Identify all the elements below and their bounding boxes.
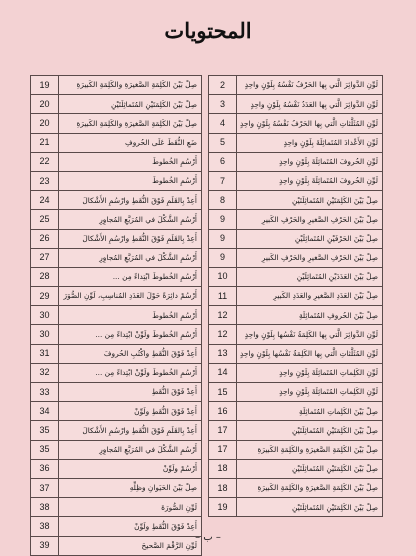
toc-row xyxy=(31,76,202,95)
toc-entry-text: أَرْسُمِ الخُطوطَ ولَوِّنْ ابْتِداءً مِن ... xyxy=(59,325,202,344)
toc-row xyxy=(209,76,383,95)
toc-entry-text: لَوِّنِ الأَعْدادَ المُتَماثِلَةَ بِلَوْنٍ واحِدٍ xyxy=(237,133,383,152)
toc-row xyxy=(31,440,202,459)
toc-entry-page: 28 xyxy=(31,267,59,286)
toc-row xyxy=(31,306,202,325)
toc-entry-text: صِلْ بَيْنَ الحَرْفِ الصَّغيرِ والحَرْفِ الكَبيرِ xyxy=(237,248,383,267)
toc-row xyxy=(31,191,202,210)
toc-entry-page: 38 xyxy=(31,498,59,517)
toc-row xyxy=(31,171,202,190)
toc-entry-text: صِلْ بَيْنَ الحُروفِ المُتَماثِلَةِ xyxy=(237,306,383,325)
toc-row xyxy=(209,287,383,306)
toc-entry-text: أَعِدْ بِالقَلَمِ فَوْقَ النُّقَطِ وارْسُمِ الأَشْكالَ xyxy=(59,229,202,248)
toc-entry-text: ضَعِ النُّقَطَ عَلَى الحُروفِ xyxy=(59,133,202,152)
toc-entry-page: 30 xyxy=(31,306,59,325)
toc-row xyxy=(209,498,383,517)
toc-entry-text: صِلْ بَيْنَ الحَرْفِ الصَّغيرِ والحَرْفِ الكَبيرِ xyxy=(237,210,383,229)
toc-entry-page: 35 xyxy=(31,440,59,459)
toc-entry-page: 5 xyxy=(209,133,237,152)
toc-row xyxy=(31,421,202,440)
toc-entry-text: أَرْسُمِ الخُطوطَ ولَوِّنْ ابْتِداءً مِن ... xyxy=(59,363,202,382)
toc-entry-page: 22 xyxy=(31,152,59,171)
toc-entry-text: صِلْ بَيْنَ الحَيَوانِ وظِلِّهِ xyxy=(59,478,202,497)
toc-entry-text: لَوِّنِ الكَلِماتِ المُتَماثِلَةَ بِلَوْنٍ واحِدٍ xyxy=(237,363,383,382)
toc-row xyxy=(31,325,202,344)
toc-row xyxy=(31,287,202,306)
toc-row xyxy=(31,267,202,286)
toc-row xyxy=(209,363,383,382)
toc-row xyxy=(209,478,383,497)
toc-row xyxy=(31,95,202,114)
toc-entry-page: 38 xyxy=(31,517,59,536)
toc-entry-text: لَوِّنِ الدَّوائِرَ الَّتي بِها الكَلِمَةُ نَفْسُها بِلَوْنٍ واحِدٍ xyxy=(237,325,383,344)
toc-row xyxy=(209,459,383,478)
toc-entry-text: لَوِّنِ الرَّقْمَ الصَّحيحَ xyxy=(59,536,202,555)
toc-entry-page: 12 xyxy=(209,306,237,325)
toc-entry-text: لَوِّنِ الحُروفَ المُتَماثِلَةَ بِلَوْنٍ واحِدٍ xyxy=(237,152,383,171)
toc-row xyxy=(209,306,383,325)
toc-row xyxy=(209,383,383,402)
toc-row xyxy=(31,363,202,382)
toc-entry-text: أَرْسُمِ الشَّكْلَ في المُرَبَّعِ المُجاوِرِ xyxy=(59,210,202,229)
toc-row xyxy=(209,267,383,286)
toc-entry-page: 12 xyxy=(209,325,237,344)
toc-entry-page: 8 xyxy=(209,191,237,210)
toc-entry-text: لَوِّنِ المُثَلَّثاتِ الَّتي بِها الكَلِمَةُ نَفْسُها بِلَوْنٍ واحِدٍ xyxy=(237,344,383,363)
toc-entry-page: 10 xyxy=(209,267,237,286)
toc-entry-page: 11 xyxy=(209,287,237,306)
toc-entry-text: أَعِدْ فَوْقَ النُّقَطِ xyxy=(59,383,202,402)
toc-entry-text: أَرْسُمْ ولَوِّنْ xyxy=(59,459,202,478)
toc-entry-text: أَرْسُمِ الخُطوطَ xyxy=(59,171,202,190)
toc-entry-page: 19 xyxy=(31,76,59,95)
toc-row xyxy=(209,325,383,344)
toc-entry-text: صِلْ بَيْنَ الكَلِمَةِ الصَّغيرَةِ والكَلِمَةِ الكَبيرَةِ xyxy=(237,478,383,497)
toc-entry-text: أَعِدْ بِالقَلَمِ فَوْقَ النُّقَطِ وارْسُمِ الأَشْكالَ xyxy=(59,191,202,210)
toc-entry-text: لَوِّنِ الدَّوائِرَ الَّتي بِها الحَرْفُ نَفْسُهُ بِلَوْنٍ واحِدٍ xyxy=(237,76,383,95)
toc-entry-page: 18 xyxy=(209,459,237,478)
toc-row xyxy=(209,210,383,229)
toc-entry-text: صِلْ بَيْنَ الكَلِمَتَيْنِ المُتَماثِلَتَيْنِ xyxy=(237,191,383,210)
toc-entry-text: لَوِّنِ الصُّورَةَ xyxy=(59,498,202,517)
toc-row xyxy=(31,210,202,229)
toc-entry-page: 27 xyxy=(31,248,59,267)
toc-row xyxy=(209,152,383,171)
toc-entry-text: لَوِّنِ المُثَلَّثاتِ الَّتي بِها الحَرْفُ نَفْسُهُ بِلَوْنٍ واحِدٍ xyxy=(237,114,383,133)
toc-entry-text: أَرْسُمِ الخُطوطَ ابْتِداءً مِن ... xyxy=(59,267,202,286)
toc-entry-page: 20 xyxy=(31,95,59,114)
toc-entry-page: 17 xyxy=(209,421,237,440)
toc-entry-page: 9 xyxy=(209,248,237,267)
toc-entry-page: 9 xyxy=(209,210,237,229)
toc-entry-text: صِلْ بَيْنَ الكَلِمَتَيْنِ المُتَماثِلَتَيْنِ xyxy=(237,459,383,478)
toc-entry-page: 26 xyxy=(31,229,59,248)
toc-row xyxy=(209,229,383,248)
toc-entry-text: صِلْ بَيْنَ الكَلِمَةِ الصَّغيرَةِ والكَلِمَةِ الكَبيرَةِ xyxy=(59,114,202,133)
toc-entry-text: صِلْ بَيْنَ العَدَدَيْنِ المُتَماثِلَيْنِ xyxy=(237,267,383,286)
toc-entry-page: 30 xyxy=(31,325,59,344)
toc-row xyxy=(209,95,383,114)
toc-entry-page: 21 xyxy=(31,133,59,152)
toc-entry-text: لَوِّنِ الحُروفَ المُتَماثِلَةَ بِلَوْنٍ واحِدٍ xyxy=(237,171,383,190)
toc-row xyxy=(209,344,383,363)
toc-entry-page: 31 xyxy=(31,344,59,363)
toc-entry-page: 32 xyxy=(31,363,59,382)
toc-entry-page: 36 xyxy=(31,459,59,478)
toc-entry-page: 20 xyxy=(31,114,59,133)
toc-entry-text: أَرْسُمِ الشَّكْلَ في المُرَبَّعِ المُجاوِرِ xyxy=(59,440,202,459)
toc-entry-text: أَرْسُمِ الخُطوطَ xyxy=(59,306,202,325)
toc-row xyxy=(31,459,202,478)
toc-entry-page: 6 xyxy=(209,152,237,171)
toc-row xyxy=(209,133,383,152)
toc-entry-page: 25 xyxy=(31,210,59,229)
toc-entry-page: 2 xyxy=(209,76,237,95)
toc-entry-text: أَرْسُمِ الشَّكْلَ في المُرَبَّعِ المُجاوِرِ xyxy=(59,248,202,267)
toc-entry-page: 39 xyxy=(31,536,59,555)
toc-entry-page: 33 xyxy=(31,383,59,402)
toc-entry-text: لَوِّنِ الكَلِماتِ المُتَماثِلَةَ بِلَوْنٍ واحِدٍ xyxy=(237,383,383,402)
toc-entry-page: 4 xyxy=(209,114,237,133)
toc-entry-text: صِلْ بَيْنَ الكَلِمَةِ الصَّغيرَةِ والكَلِمَةِ الكَبيرَةِ xyxy=(59,76,202,95)
toc-entry-page: 24 xyxy=(31,191,59,210)
toc-entry-text: أَعِدْ فَوْقَ النُّقَطِ واكْتُبِ الحُروفَ xyxy=(59,344,202,363)
toc-entry-page: 14 xyxy=(209,363,237,382)
toc-entry-page: 29 xyxy=(31,287,59,306)
toc-entry-text: لَوِّنِ الدَّوائِرَ الَّتي بِها العَدَدُ نَفْسُهُ بِلَوْنٍ واحِدٍ xyxy=(237,95,383,114)
toc-row xyxy=(31,383,202,402)
toc-entry-text: أَرْسُمِ الخُطوطَ xyxy=(59,152,202,171)
toc-row xyxy=(31,402,202,421)
toc-entry-page: 37 xyxy=(31,478,59,497)
toc-row xyxy=(209,402,383,421)
toc-row xyxy=(209,191,383,210)
toc-entry-text: صِلْ بَيْنَ الكَلِمَتَيْنِ المُتَماثِلَتَيْنِ xyxy=(237,421,383,440)
toc-row xyxy=(209,440,383,459)
toc-entry-text: صِلْ بَيْنَ الحَرْفَيْنِ المُتَماثِلَيْنِ xyxy=(237,229,383,248)
toc-row xyxy=(31,248,202,267)
toc-entry-text: صِلْ بَيْنَ الكَلِماتِ المُتَماثِلَةِ xyxy=(237,402,383,421)
toc-table-right xyxy=(208,75,383,517)
toc-row xyxy=(31,229,202,248)
toc-row xyxy=(31,114,202,133)
toc-entry-page: 18 xyxy=(209,478,237,497)
toc-entry-page: 13 xyxy=(209,344,237,363)
toc-entry-page: 3 xyxy=(209,95,237,114)
toc-entry-text: صِلْ بَيْنَ العَدَدِ الصَّغيرِ والعَدَدِ الكَبيرِ xyxy=(237,287,383,306)
toc-row xyxy=(209,171,383,190)
toc-entry-text: صِلْ بَيْنَ الكَلِمَتَيْنِ المُتَماثِلَتَيْنِ xyxy=(59,95,202,114)
toc-row xyxy=(31,344,202,363)
toc-entry-text: أَعِدْ بِالقَلَمِ فَوْقَ النُّقَطِ وارْسُمِ الأَشْكالَ xyxy=(59,421,202,440)
toc-row xyxy=(209,421,383,440)
toc-row xyxy=(209,248,383,267)
page-title: المحتويات xyxy=(164,18,252,43)
toc-entry-page: 15 xyxy=(209,383,237,402)
toc-entry-page: 23 xyxy=(31,171,59,190)
toc-entry-page: 34 xyxy=(31,402,59,421)
toc-entry-page: 16 xyxy=(209,402,237,421)
toc-row xyxy=(31,133,202,152)
toc-entry-text: أَعِدْ فَوْقَ النُّقَطِ ولَوِّنْ xyxy=(59,402,202,421)
toc-row xyxy=(209,114,383,133)
toc-entry-page: 17 xyxy=(209,440,237,459)
toc-entry-text: صِلْ بَيْنَ الكَلِمَةِ الصَّغيرَةِ والكَلِمَةِ الكَبيرَةِ xyxy=(237,440,383,459)
toc-entry-page: 19 xyxy=(209,498,237,517)
page-number: – ب – xyxy=(195,532,221,543)
toc-table-left xyxy=(30,75,202,556)
toc-entry-text: أَرْسُمْ دائِرَةً حَوْلَ العَدَدِ المُناسِبِ، لَوِّنِ الصُّوَرَ xyxy=(59,287,202,306)
toc-entry-text: أَعِدْ فَوْقَ النُّقَطِ ولَوِّنْ xyxy=(59,517,202,536)
toc-entry-page: 7 xyxy=(209,171,237,190)
toc-entry-page: 9 xyxy=(209,229,237,248)
toc-row xyxy=(31,478,202,497)
toc-entry-page: 35 xyxy=(31,421,59,440)
toc-entry-text: صِلْ بَيْنَ الكَلِمَتَيْنِ المُتَماثِلَتَيْنِ xyxy=(237,498,383,517)
toc-row xyxy=(31,498,202,517)
toc-row xyxy=(31,152,202,171)
